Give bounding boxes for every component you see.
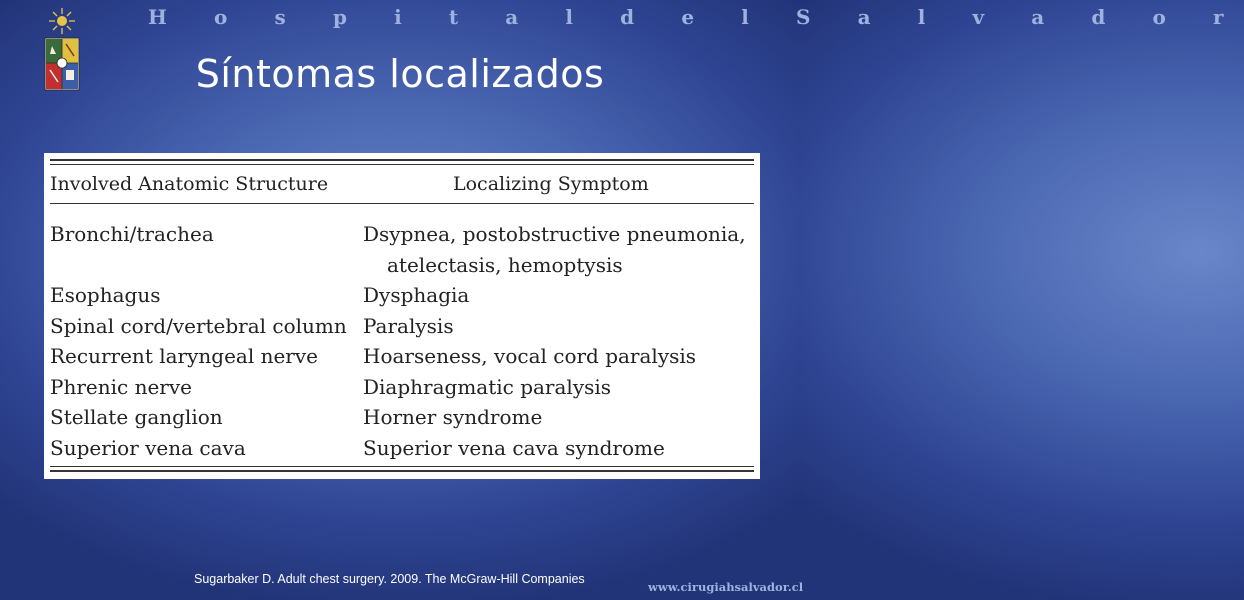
table-row — [50, 311, 754, 342]
table-body — [50, 219, 754, 463]
hospital-name: H o s p i t a l d e l S a l v a d o r — [148, 5, 1244, 29]
source-citation: Sugarbaker D. Adult chest surgery. 2009. The McGraw-Hill Companies — [194, 572, 585, 586]
symptom-line: Hoarseness, vocal cord paralysis — [363, 344, 697, 368]
symptom-line: Diaphragmatic paralysis — [363, 374, 612, 399]
symptom-line: Horner syndrome — [363, 405, 543, 429]
column-header-structure: Involved Anatomic Structure — [50, 173, 329, 195]
sun-emblem — [49, 8, 75, 34]
table-row — [50, 341, 754, 372]
structure-cell: Superior vena cava — [50, 435, 246, 460]
table-row — [50, 372, 754, 403]
structure-cell: Bronchi/trachea — [50, 222, 214, 246]
symptom-cell — [363, 311, 754, 342]
table-row — [50, 402, 754, 433]
table-row — [50, 219, 754, 280]
slide-title: Síntomas localizados — [195, 52, 605, 96]
symptom-cell — [363, 433, 754, 464]
structure-cell: Phrenic nerve — [50, 374, 192, 399]
symptom-cell — [363, 372, 754, 403]
table-bottom-rule — [50, 466, 754, 472]
table-row — [50, 280, 754, 311]
symptom-cell — [363, 219, 754, 280]
symptom-line: Dsypnea, postobstructive pneumonia, — [363, 222, 746, 246]
table-header-rule — [50, 203, 754, 204]
website-url: www.cirugiahsalvador.cl — [648, 580, 804, 594]
table-row — [50, 433, 754, 464]
structure-cell: Stellate ganglion — [50, 405, 223, 429]
structure-cell: Esophagus — [50, 283, 161, 307]
column-header-symptom: Localizing Symptom — [453, 173, 649, 195]
structure-cell: Recurrent laryngeal nerve — [50, 344, 318, 368]
symptom-cell — [363, 341, 754, 372]
symptom-cell — [363, 280, 754, 311]
symptom-line: Paralysis — [363, 313, 454, 338]
structure-cell: Spinal cord/vertebral column — [50, 313, 347, 338]
symptom-cell — [363, 402, 754, 433]
symptom-line: atelectasis, hemoptysis — [387, 252, 623, 277]
symptom-line: Superior vena cava syndrome — [363, 435, 665, 460]
symptom-table — [44, 153, 760, 479]
table-top-rule — [50, 159, 754, 165]
symptom-line: Dysphagia — [363, 283, 470, 307]
